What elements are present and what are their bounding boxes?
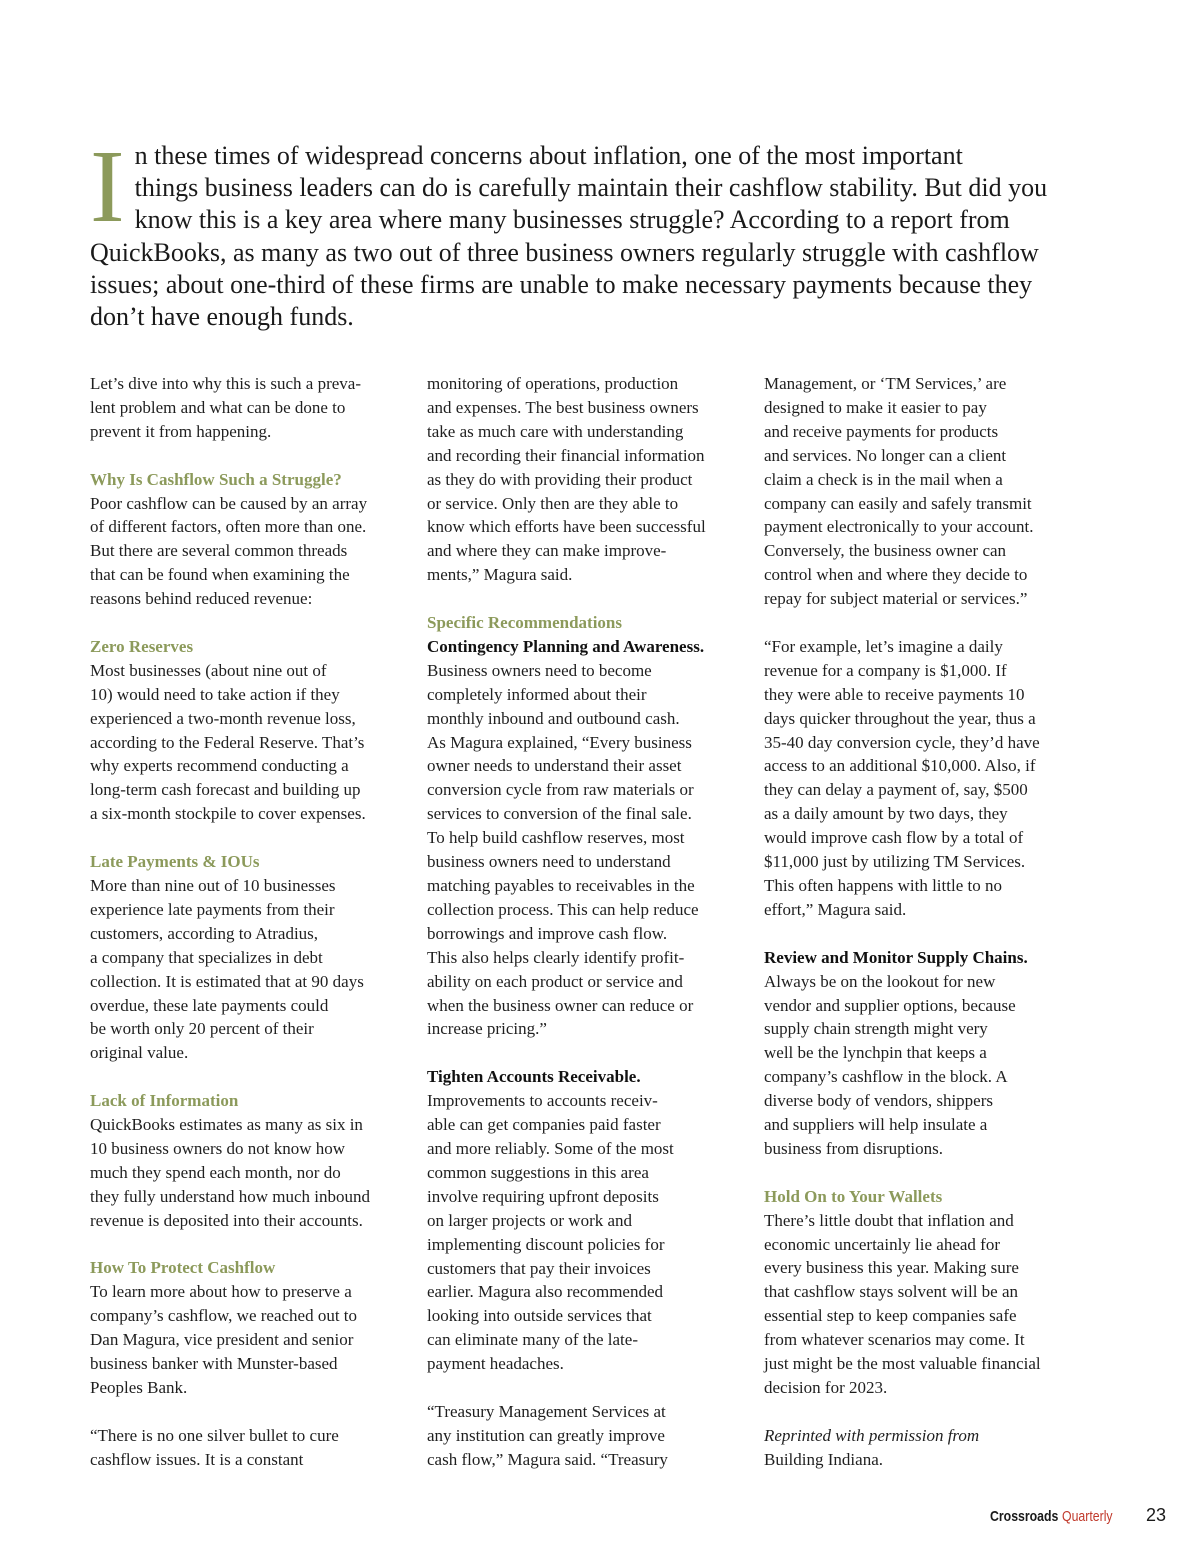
text-line: $11,000 just by utilizing TM Services. <box>764 852 1026 872</box>
text-line: experienced a two-month revenue loss, <box>90 708 356 728</box>
intro-line: QuickBooks, as many as two out of three business owners regularly struggle with cashflow <box>90 237 1039 267</box>
text-line: on larger projects or work and <box>427 1210 633 1230</box>
paragraph <box>427 372 739 587</box>
text-line: matching payables to receivables in the <box>427 876 695 896</box>
text-line: when the business owner can reduce or <box>427 995 694 1015</box>
text-line: payment electronically to your account. <box>764 517 1034 537</box>
text-line: revenue for a company is $1,000. If <box>764 660 1007 680</box>
intro-line: things business leaders can do is carefully maintain their cashflow stability. But did you <box>134 173 1048 203</box>
text-line: and where they can make improve- <box>427 541 667 561</box>
section-heading: Late Payments & IOUs <box>90 852 260 872</box>
text-line: and suppliers will help insulate a <box>764 1115 988 1135</box>
subheading-bold: Contingency Planning and Awareness. <box>427 636 705 656</box>
text-line: There’s little doubt that inflation and <box>764 1210 1014 1230</box>
text-line: cash flow,” Magura said. “Treasury <box>427 1449 668 1469</box>
text-line: Most businesses (about nine out of <box>90 660 327 680</box>
text-line: from whatever scenarios may come. It <box>764 1330 1025 1350</box>
text-line: experience late payments from their <box>90 899 335 919</box>
reprint-credit <box>764 1424 1076 1472</box>
text-line: every business this year. Making sure <box>764 1258 1019 1278</box>
text-line: This often happens with little to no <box>764 876 1002 896</box>
text-line: diverse body of vendors, shippers <box>764 1091 993 1111</box>
text-line: To help build cashflow reserves, most <box>427 828 685 848</box>
section-why-cashflow <box>90 468 402 611</box>
text-line: But there are several common threads <box>90 541 348 561</box>
text-line: Always be on the lookout for new <box>764 971 996 991</box>
text-line: services to conversion of the final sale. <box>427 804 692 824</box>
text-line: and expenses. The best business owners <box>427 397 699 417</box>
text-line: take as much care with understanding <box>427 421 684 441</box>
footer-brand-bold: Crossroads <box>989 1508 1059 1525</box>
section-heading: How To Protect Cashflow <box>90 1258 276 1278</box>
text-line: Improvements to accounts receiv- <box>427 1091 658 1111</box>
text-line: that can be found when examining the <box>90 565 350 585</box>
text-line: supply chain strength might very <box>764 1019 988 1039</box>
text-line: lent problem and what can be done to <box>90 397 346 417</box>
text-line: common suggestions in this area <box>427 1162 649 1182</box>
column-3 <box>764 372 1076 1472</box>
text-line: any institution can greatly improve <box>427 1425 665 1445</box>
text-line: involve requiring upfront deposits <box>427 1186 659 1206</box>
text-line: as a daily amount by two days, they <box>764 804 1008 824</box>
text-line: designed to make it easier to pay <box>764 397 987 417</box>
text-line: vendor and supplier options, because <box>764 995 1016 1015</box>
text-line: and recording their financial information <box>427 445 705 465</box>
section-specific-recommendations <box>427 611 739 1041</box>
text-line: collection. It is estimated that at 90 days <box>90 971 364 991</box>
column-1 <box>90 372 402 1472</box>
paragraph <box>90 372 402 444</box>
text-line: collection process. This can help reduce <box>427 899 699 919</box>
text-line: days quicker throughout the year, thus a <box>764 708 1036 728</box>
text-line: would improve cash flow by a total of <box>764 828 1024 848</box>
section-lack-of-information <box>90 1089 402 1232</box>
text-line: monthly inbound and outbound cash. <box>427 708 680 728</box>
text-line: well be the lynchpin that keeps a <box>764 1043 987 1063</box>
section-supply-chains <box>764 946 1076 1161</box>
text-line: looking into outside services that <box>427 1306 652 1326</box>
intro-line: don’t have enough funds. <box>90 302 354 332</box>
intro-paragraph <box>90 129 1065 333</box>
text-line: as they do with providing their product <box>427 469 693 489</box>
text-line: Let’s dive into why this is such a preva- <box>90 374 362 393</box>
text-line: why experts recommend conducting a <box>90 756 349 776</box>
text-line: able can get companies paid faster <box>427 1115 661 1135</box>
page-footer <box>975 1505 1166 1529</box>
text-line: that cashflow stays solvent will be an <box>764 1282 1019 1302</box>
text-line: “Treasury Management Services at <box>427 1401 666 1421</box>
section-heading: Why Is Cashflow Such a Struggle? <box>90 469 342 489</box>
text-line: payment headaches. <box>427 1354 564 1374</box>
text-line: and receive payments for products <box>764 421 999 441</box>
drop-cap: I <box>90 129 125 244</box>
text-line: Peoples Bank. <box>90 1377 188 1397</box>
text-line: know which efforts have been successful <box>427 517 706 537</box>
text-line: Business owners need to become <box>427 660 652 680</box>
text-line: of different factors, often more than one. <box>90 517 367 537</box>
text-line: claim a check is in the mail when a <box>764 469 1003 489</box>
text-line: be worth only 20 percent of their <box>90 1019 314 1039</box>
section-heading: Zero Reserves <box>90 636 194 656</box>
text-line: As Magura explained, “Every business <box>427 732 692 752</box>
text-line: company’s cashflow in the block. A <box>764 1067 1008 1087</box>
credit-source: Building Indiana. <box>764 1449 883 1469</box>
text-line: prevent it from happening. <box>90 421 272 441</box>
section-heading: Specific Recommendations <box>427 613 623 633</box>
text-line: ments,” Magura said. <box>427 565 573 585</box>
text-line: owner needs to understand their asset <box>427 756 682 776</box>
text-line: revenue is deposited into their accounts. <box>90 1210 363 1230</box>
section-how-to-protect <box>90 1256 402 1399</box>
text-line: cashflow issues. It is a constant <box>90 1449 304 1469</box>
text-line: repay for subject material or services.” <box>764 589 1028 609</box>
subheading-bold: Tighten Accounts Receivable. <box>427 1067 641 1087</box>
subheading-bold: Review and Monitor Supply Chains. <box>764 947 1028 967</box>
text-line: conversion cycle from raw materials or <box>427 780 694 800</box>
intro-line: issues; about one-third of these firms are unable to make necessary payments because they <box>90 269 1033 299</box>
text-line: Management, or ‘TM Services,’ are <box>764 374 1007 393</box>
text-line: 10) would need to take action if they <box>90 684 340 704</box>
text-line: a company that specializes in debt <box>90 947 323 967</box>
section-heading: Hold On to Your Wallets <box>764 1186 943 1206</box>
text-line: More than nine out of 10 businesses <box>90 875 336 895</box>
section-heading: Lack of Information <box>90 1091 239 1111</box>
credit-italic: Reprinted with permission from <box>764 1425 980 1445</box>
text-line: business owners need to understand <box>427 852 671 872</box>
text-line: QuickBooks estimates as many as six in <box>90 1115 363 1135</box>
text-line: customers, according to Atradius, <box>90 923 319 943</box>
text-line: company can easily and safely transmit <box>764 493 1032 513</box>
paragraph <box>764 635 1076 922</box>
text-line: completely informed about their <box>427 684 647 704</box>
text-line: they were able to receive payments 10 <box>764 684 1025 704</box>
text-line: or service. Only then are they able to <box>427 493 679 513</box>
text-line: just might be the most valuable financial <box>764 1354 1041 1374</box>
text-line: To learn more about how to preserve a <box>90 1282 352 1302</box>
text-line: 10 business owners do not know how <box>90 1138 345 1158</box>
section-late-payments <box>90 850 402 1065</box>
text-line: a six-month stockpile to cover expenses. <box>90 804 366 824</box>
text-line: reasons behind reduced revenue: <box>90 589 313 609</box>
text-line: can eliminate many of the late- <box>427 1330 638 1350</box>
text-line: increase pricing.” <box>427 1019 547 1039</box>
section-zero-reserves <box>90 635 402 826</box>
text-line: business from disruptions. <box>764 1138 943 1158</box>
paragraph <box>764 372 1076 611</box>
text-line: This also helps clearly identify profit- <box>427 947 685 967</box>
text-line: decision for 2023. <box>764 1378 888 1398</box>
text-line: ability on each product or service and <box>427 971 683 991</box>
text-line: borrowings and improve cash flow. <box>427 923 668 943</box>
text-line: and more reliably. Some of the most <box>427 1138 674 1158</box>
text-line: they fully understand how much inbound <box>90 1186 370 1206</box>
text-line: 35-40 day conversion cycle, they’d have <box>764 732 1040 752</box>
text-line: Poor cashflow can be caused by an array <box>90 493 368 513</box>
intro-line: n these times of widespread concerns about inflation, one of the most important <box>134 141 963 170</box>
text-line: overdue, these late payments could <box>90 995 329 1015</box>
text-line: original value. <box>90 1043 189 1063</box>
text-line: essential step to keep companies safe <box>764 1306 1017 1326</box>
text-line: earlier. Magura also recommended <box>427 1282 664 1302</box>
text-line: customers that pay their invoices <box>427 1258 651 1278</box>
text-line: Dan Magura, vice president and senior <box>90 1330 354 1350</box>
paragraph <box>427 1400 739 1472</box>
text-line: monitoring of operations, production <box>427 374 679 393</box>
text-line: much they spend each month, nor do <box>90 1162 341 1182</box>
section-tighten-receivable <box>427 1065 739 1376</box>
text-line: and services. No longer can a client <box>764 445 1007 465</box>
text-line: “There is no one silver bullet to cure <box>90 1425 339 1445</box>
text-line: “For example, let’s imagine a daily <box>764 636 1003 656</box>
text-line: business banker with Munster-based <box>90 1354 338 1374</box>
text-line: implementing discount policies for <box>427 1234 665 1254</box>
footer-brand-light: Quarterly <box>1062 1508 1113 1525</box>
text-line: access to an additional $10,000. Also, if <box>764 756 1036 776</box>
text-line: long-term cash forecast and building up <box>90 780 361 800</box>
paragraph <box>90 1424 402 1472</box>
text-line: they can delay a payment of, say, $500 <box>764 780 1028 800</box>
column-2 <box>427 372 739 1472</box>
text-line: effort,” Magura said. <box>764 899 907 919</box>
text-line: Conversely, the business owner can <box>764 541 1007 561</box>
text-line: economic uncertainly lie ahead for <box>764 1234 1000 1254</box>
section-hold-on-wallets <box>764 1185 1076 1400</box>
intro-line: know this is a key area where many businesses struggle? According to a report from <box>134 205 1010 235</box>
text-line: company’s cashflow, we reached out to <box>90 1306 358 1326</box>
page-number: 23 <box>1145 1505 1166 1525</box>
text-line: control when and where they decide to <box>764 565 1028 585</box>
text-line: according to the Federal Reserve. That’s <box>90 732 365 752</box>
